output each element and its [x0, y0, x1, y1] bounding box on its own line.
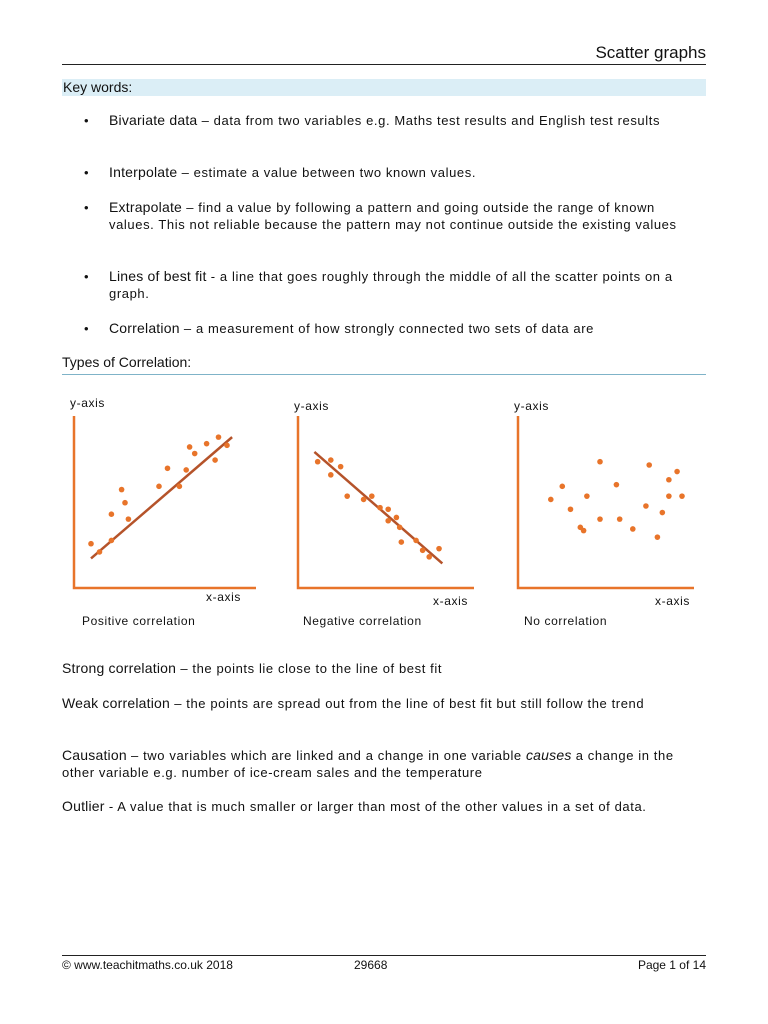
scatter-point [122, 500, 128, 506]
definition-text: – the points are spread out from the line of best fit but still follow the trend [170, 696, 645, 711]
definition-text: – two variables which are linked and a change in one variable [126, 748, 526, 763]
scatter-point [679, 493, 685, 499]
scatter-point [109, 538, 115, 544]
scatter-point [369, 493, 375, 499]
scatter-point [119, 487, 125, 493]
keyword-definition: – a measurement of how strongly connected two sets of data are [179, 321, 594, 336]
scatter-point [568, 506, 574, 512]
scatter-point [597, 459, 603, 465]
definition-text: – the points lie close to the line of best fit [176, 661, 443, 676]
footer-code: 29668 [354, 958, 388, 972]
scatter-point [660, 510, 666, 516]
scatter-point [156, 484, 162, 490]
keyword-definition: - a line that goes roughly through the middle of all the scatter points on a graph. [109, 269, 673, 301]
bullet-icon: • [84, 113, 90, 128]
page-title: Scatter graphs [595, 43, 706, 62]
scatter-point [399, 539, 405, 545]
scatter-point [614, 482, 620, 488]
scatter-point [643, 503, 649, 509]
keyword-term: Interpolate [109, 164, 178, 180]
keyword-definition: – find a value by following a pattern and going outside the range of known values. This not reliable because the pattern may not continue outside the existing values [109, 200, 677, 232]
keyword-term: Extrapolate [109, 199, 183, 215]
axis-lines [518, 416, 694, 588]
graph-negative-correlation [292, 392, 492, 637]
scatter-point [420, 547, 426, 553]
definition-text: - A value that is much smaller or larger than most of the other values in a set of data. [104, 799, 647, 814]
y-axis-label: y-axis [514, 399, 549, 413]
scatter-point [666, 477, 672, 483]
scatter-point [559, 484, 565, 490]
scatter-point [617, 516, 623, 522]
scatter-point [413, 538, 419, 544]
scatter-point [581, 528, 587, 534]
definition-outlier [62, 798, 707, 815]
definition-term: Weak correlation [62, 695, 170, 711]
axis-lines [74, 416, 256, 588]
scatter-point [315, 459, 321, 465]
keyword-definition: – data from two variables e.g. Maths test results and English test results [197, 113, 661, 128]
scatter-point [436, 546, 442, 552]
graph-positive-correlation [66, 392, 266, 637]
definition-term: Causation [62, 747, 127, 763]
scatter-plot-none [512, 392, 702, 592]
footer-page-number: Page 1 of 14 [637, 958, 706, 972]
scatter-point [338, 464, 344, 470]
scatter-plot-positive [66, 392, 256, 592]
scatter-point [126, 516, 132, 522]
scatter-point [328, 457, 334, 463]
scatter-point [88, 541, 94, 547]
keyword-definition: – estimate a value between two known values. [177, 165, 477, 180]
keywords-heading-bar: Key words: [62, 79, 706, 96]
scatter-point [97, 549, 103, 555]
graph-caption: Positive correlation [82, 614, 196, 628]
graph-caption: No correlation [524, 614, 608, 628]
y-axis-label: y-axis [70, 396, 105, 410]
scatter-point [183, 467, 189, 473]
definition-emphasis: causes [525, 747, 572, 763]
scatter-point [109, 511, 115, 517]
scatter-point [385, 506, 391, 512]
graph-no-correlation [512, 392, 712, 637]
scatter-point [344, 493, 350, 499]
scatter-point [361, 497, 367, 503]
x-axis-label: x-axis [655, 594, 690, 608]
y-axis-label: y-axis [294, 399, 329, 413]
x-axis-label: x-axis [433, 594, 468, 608]
scatter-point [177, 484, 183, 490]
scatter-point [548, 497, 554, 503]
scatter-point [204, 441, 210, 447]
scatter-point [394, 515, 400, 521]
bullet-icon: • [84, 200, 90, 215]
definition-text-continued: a change in the other variable e.g. number of ice-cream sales and the temperature [62, 748, 674, 780]
scatter-point [666, 493, 672, 499]
bullet-icon: • [84, 269, 90, 284]
definition-term: Outlier [62, 798, 105, 814]
definition-term: Strong correlation [62, 660, 177, 676]
footer-copyright: © www.teachitmaths.co.uk 2018 [62, 958, 233, 972]
scatter-plot-negative [292, 392, 482, 592]
definition-weak-correlation [62, 695, 707, 712]
types-heading: Types of Correlation: [62, 354, 192, 370]
scatter-point [187, 444, 193, 450]
scatter-point [655, 534, 661, 540]
scatter-point [216, 434, 222, 440]
scatter-point [646, 462, 652, 468]
scatter-point [597, 516, 603, 522]
scatter-point [377, 505, 383, 511]
header-rule [62, 64, 706, 65]
graph-caption: Negative correlation [303, 614, 422, 628]
types-rule [62, 374, 706, 375]
definition-strong-correlation [62, 660, 707, 677]
scatter-point [385, 518, 391, 524]
scatter-point [630, 526, 636, 532]
x-axis-label: x-axis [206, 590, 241, 604]
bullet-icon: • [84, 165, 90, 180]
keyword-term: Lines of best fit [109, 268, 207, 284]
scatter-point [426, 554, 432, 560]
scatter-point [674, 469, 680, 475]
footer-rule [62, 955, 706, 956]
scatter-point [328, 472, 334, 478]
definition-causation [62, 747, 707, 781]
keyword-term: Bivariate data [109, 112, 198, 128]
scatter-point [584, 493, 590, 499]
scatter-point [397, 525, 403, 531]
bullet-icon: • [84, 321, 90, 336]
scatter-point [224, 443, 230, 449]
axis-lines [298, 416, 474, 588]
scatter-point [212, 457, 218, 463]
scatter-point [192, 451, 198, 457]
scatter-point [165, 465, 171, 471]
keyword-term: Correlation [109, 320, 180, 336]
